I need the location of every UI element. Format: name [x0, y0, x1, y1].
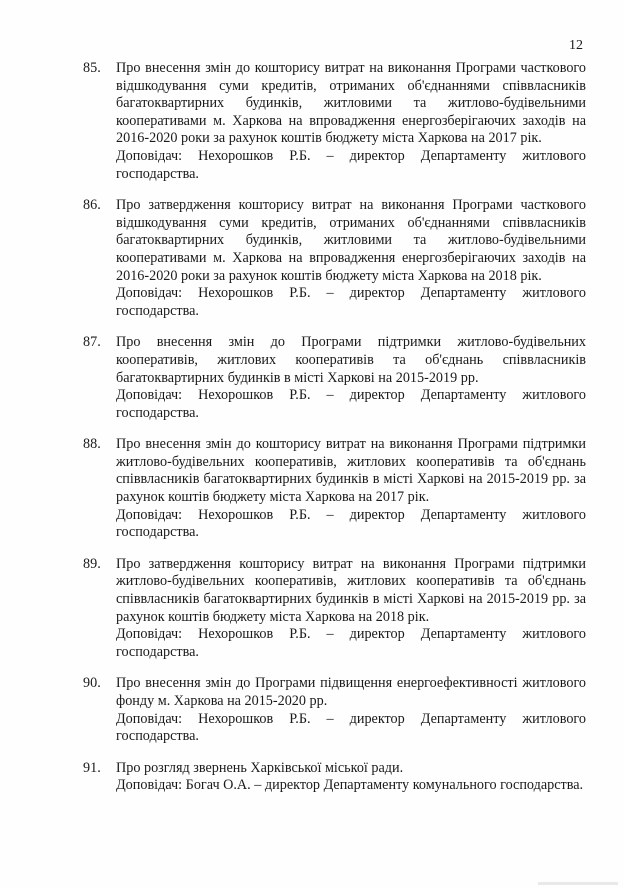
- agenda-list: [78, 60, 586, 809]
- agenda-item: [78, 556, 586, 662]
- agenda-item: [78, 675, 586, 745]
- agenda-item: [78, 334, 586, 422]
- agenda-item-number: 89.: [83, 555, 101, 572]
- agenda-item-reporter: Доповідач: Нехорошков Р.Б. – директор Департаменту житлового господарства.: [116, 506, 586, 541]
- agenda-item: [78, 60, 586, 183]
- agenda-item-text: Про внесення змін до кошторису витрат на виконання Програми підтримки житлово-будівельних кооперативів, житлових кооперативів та об'єднань співвласників багатоквартирних будинків в місті Харкові на 2015-2019 рр. за рахунок коштів бюджету міста Харкова на 2017 рік.: [116, 436, 586, 506]
- agenda-item: [78, 760, 586, 795]
- agenda-item-reporter: Доповідач: Нехорошков Р.Б. – директор Департаменту житлового господарства.: [116, 626, 586, 660]
- agenda-item-reporter: Доповідач: Нехорошков Р.Б. – директор Департаменту житлового господарства.: [116, 147, 586, 182]
- agenda-item-reporter: Доповідач: Нехорошков Р.Б. – директор Департаменту житлового господарства.: [116, 387, 586, 421]
- agenda-item-number: 90.: [83, 675, 101, 692]
- agenda-item-text: Про внесення змін до Програми підвищення енергоефективності житлового фонду м. Харкова на 2015-2020 рр.: [116, 675, 586, 709]
- agenda-item-number: 87.: [83, 334, 101, 351]
- agenda-item: [78, 197, 586, 320]
- agenda-item-number: 88.: [83, 436, 101, 453]
- agenda-item-number: 85.: [83, 60, 101, 76]
- agenda-item-reporter: Доповідач: Нехорошков Р.Б. – директор Департаменту житлового господарства.: [116, 285, 586, 319]
- agenda-item-text: Про розгляд звернень Харківської міської ради.: [116, 759, 404, 776]
- agenda-item: [78, 436, 586, 542]
- agenda-item-number: 91.: [83, 759, 101, 776]
- agenda-item-text: Про внесення змін до Програми підтримки житлово-будівельних кооперативів, житлових кооперативів та об'єднань співвласників багатоквартирних будинків в місті Харкові на 2015-2019 рр.: [116, 334, 586, 386]
- agenda-item-reporter: Доповідач: Нехорошков Р.Б. – директор Департаменту житлового господарства.: [116, 710, 586, 745]
- agenda-item-text: Про затвердження кошторису витрат на виконання Програми підтримки житлово-будівельних кооперативів, житлових кооперативів та об'єднань співвласників багатоквартирних будинків в місті Харкові на 2015-2019 рр. за рахунок коштів бюджету міста Харкова на 2018 рік.: [116, 555, 586, 625]
- agenda-item-text: Про внесення змін до кошторису витрат на виконання Програми часткового відшкодування суми кредитів, отриманих об'єднаннями співвласників багатоквартирних будинків, житловими та житлово-будівельними кооперативами м. Харкова на впровадження енергозберігаючих заходів на 2016-2020 роки за рахунок коштів бюджету міста Харкова на 2017 рік.: [116, 60, 586, 147]
- page-number: 12: [569, 38, 583, 53]
- agenda-item-reporter: Доповідач: Богач О.А. – директор Департаменту комунального господарства.: [116, 777, 584, 794]
- scan-edge-mark: [538, 882, 618, 885]
- agenda-item-number: 86.: [83, 197, 101, 214]
- agenda-item-text: Про затвердження кошторису витрат на виконання Програми часткового відшкодування суми кредитів, отриманих об'єднаннями співвласників багатоквартирних будинків, житловими та житлово-будівельними кооперативами м. Харкова на впровадження енергозберігаючих заходів на 2016-2020 роки за рахунок коштів бюджету міста Харкова на 2018 рік.: [116, 197, 586, 284]
